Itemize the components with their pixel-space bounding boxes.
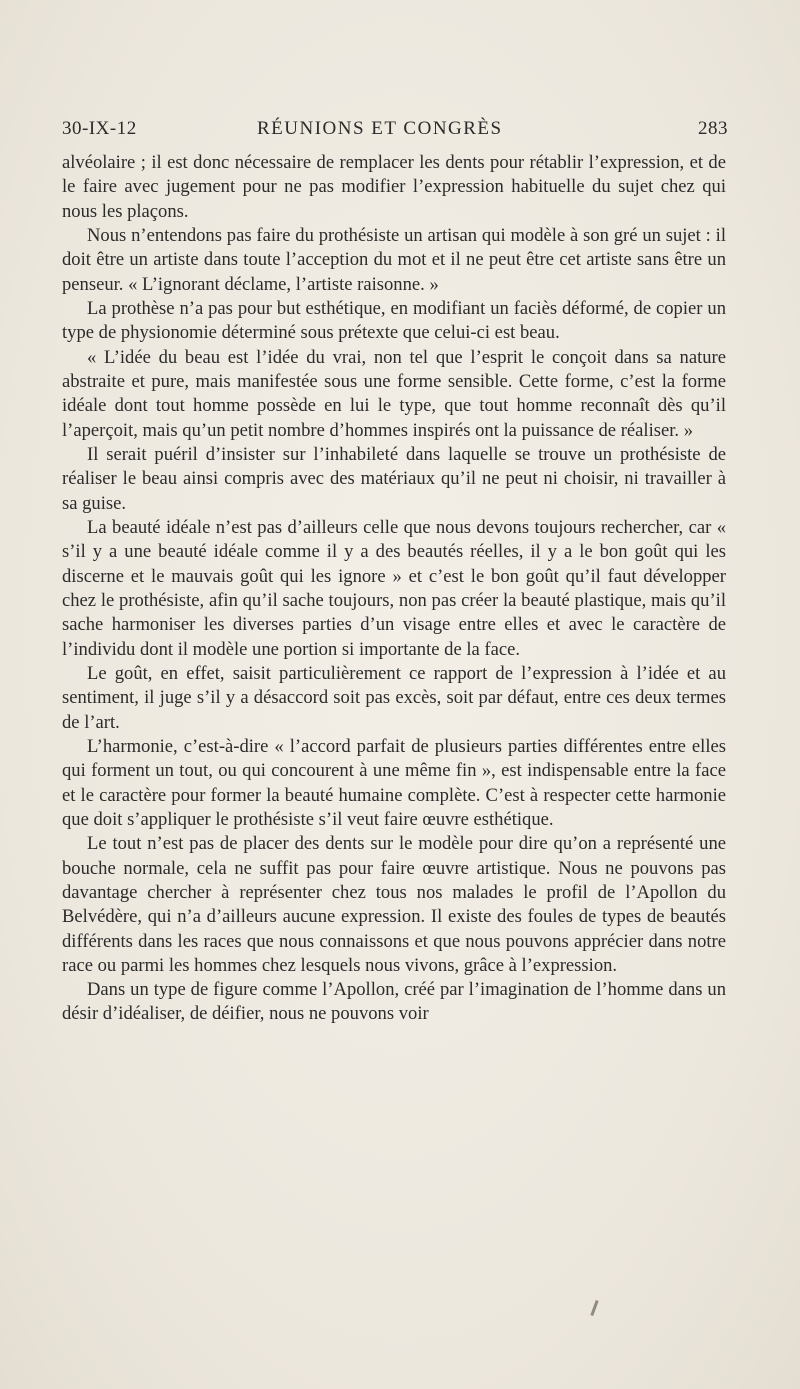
paragraph: L’harmonie, c’est-à-dire « l’accord parfait de plusieurs parties différentes entre elles qui forment un tout, ou qui concourent à une même fin », est indispensable entre la face et le caractère pour former la beauté humaine complète. C’est à respecter cette harmonie que doit s’appliquer le prothésiste s’il veut faire œuvre esthétique.	[62, 735, 726, 830]
paragraph: Nous n’entendons pas faire du prothésiste un artisan qui modèle à son gré un sujet : il doit être un artiste dans toute l’acception du mot et il ne peut être cet artiste sans être un penseur. « L’ignorant déclame, l’artiste raisonne. »	[62, 224, 726, 295]
ink-mark	[590, 1300, 598, 1316]
paragraph: La beauté idéale n’est pas d’ailleurs celle que nous devons toujours rechercher, car « s’il y a une beauté idéale comme il y a des beautés réelles, il y a le bon goût qui les discerne et le mauvais goût qui les ignore » et c’est le bon goût qu’il faut développer chez le prothésiste, afin qu’il sache toujours, non pas créer la beauté plastique, mais qu’il sache harmoniser les diverses parties d’un visage entre elles et avec le caractère de l’individu dont il modèle une portion si importante de la face.	[62, 516, 726, 660]
page-number: 283	[698, 118, 728, 139]
running-head	[62, 118, 732, 146]
paragraph: Le goût, en effet, saisit particulièrement ce rapport de l’expression à l’idée et au sentiment, il juge s’il y a désaccord soit pas excès, soit par défaut, entre ces deux termes de l’art.	[62, 662, 726, 733]
body-text	[62, 151, 726, 1027]
paragraph: alvéolaire ; il est donc nécessaire de remplacer les dents pour rétablir l’expression, et de le faire avec jugement pour ne pas modifier l’expression habituelle du sujet chez qui nous les plaçons.	[62, 152, 726, 222]
header-section-title: RÉUNIONS ET CONGRÈS	[257, 118, 503, 139]
paragraph: Il serait puéril d’insister sur l’inhabileté dans laquelle se trouve un prothésiste de réaliser le beau ainsi compris avec des matériaux qu’il ne peut ni choisir, ni travailler à sa guise.	[62, 443, 726, 514]
paragraph: Dans un type de figure comme l’Apollon, créé par l’imagination de l’homme dans un désir d’idéaliser, de déifier, nous ne pouvons voir	[62, 979, 726, 1025]
paragraph: « L’idée du beau est l’idée du vrai, non tel que l’esprit le conçoit dans sa nature abstraite et pure, mais manifestée sous une forme sensible. Cette forme, c’est la forme idéale dont tout homme possède en lui le type, que tout homme reconnaît dès qu’il l’aperçoit, mais qu’un petit nombre d’hommes inspirés ont la puissance de réaliser. »	[62, 346, 726, 441]
paragraph: La prothèse n’a pas pour but esthétique, en modifiant un faciès déformé, de copier un type de physionomie déterminé sous prétexte que celui-ci est beau.	[62, 297, 726, 344]
paragraph: Le tout n’est pas de placer des dents sur le modèle pour dire qu’on a représenté une bouche normale, cela ne suffit pas pour faire œuvre artistique. Nous ne pouvons pas davantage chercher à représenter chez tous nos malades le profil de l’Apollon du Belvédère, qui n’a d’ailleurs aucune expression. Il existe des foules de types de beautés différents dans les races que nous connaissons et que nous pouvons apprécier dans notre race ou parmi les hommes chez lesquels nous vivons, grâce à l’expression.	[62, 833, 726, 976]
header-date: 30-IX-12	[62, 118, 137, 139]
